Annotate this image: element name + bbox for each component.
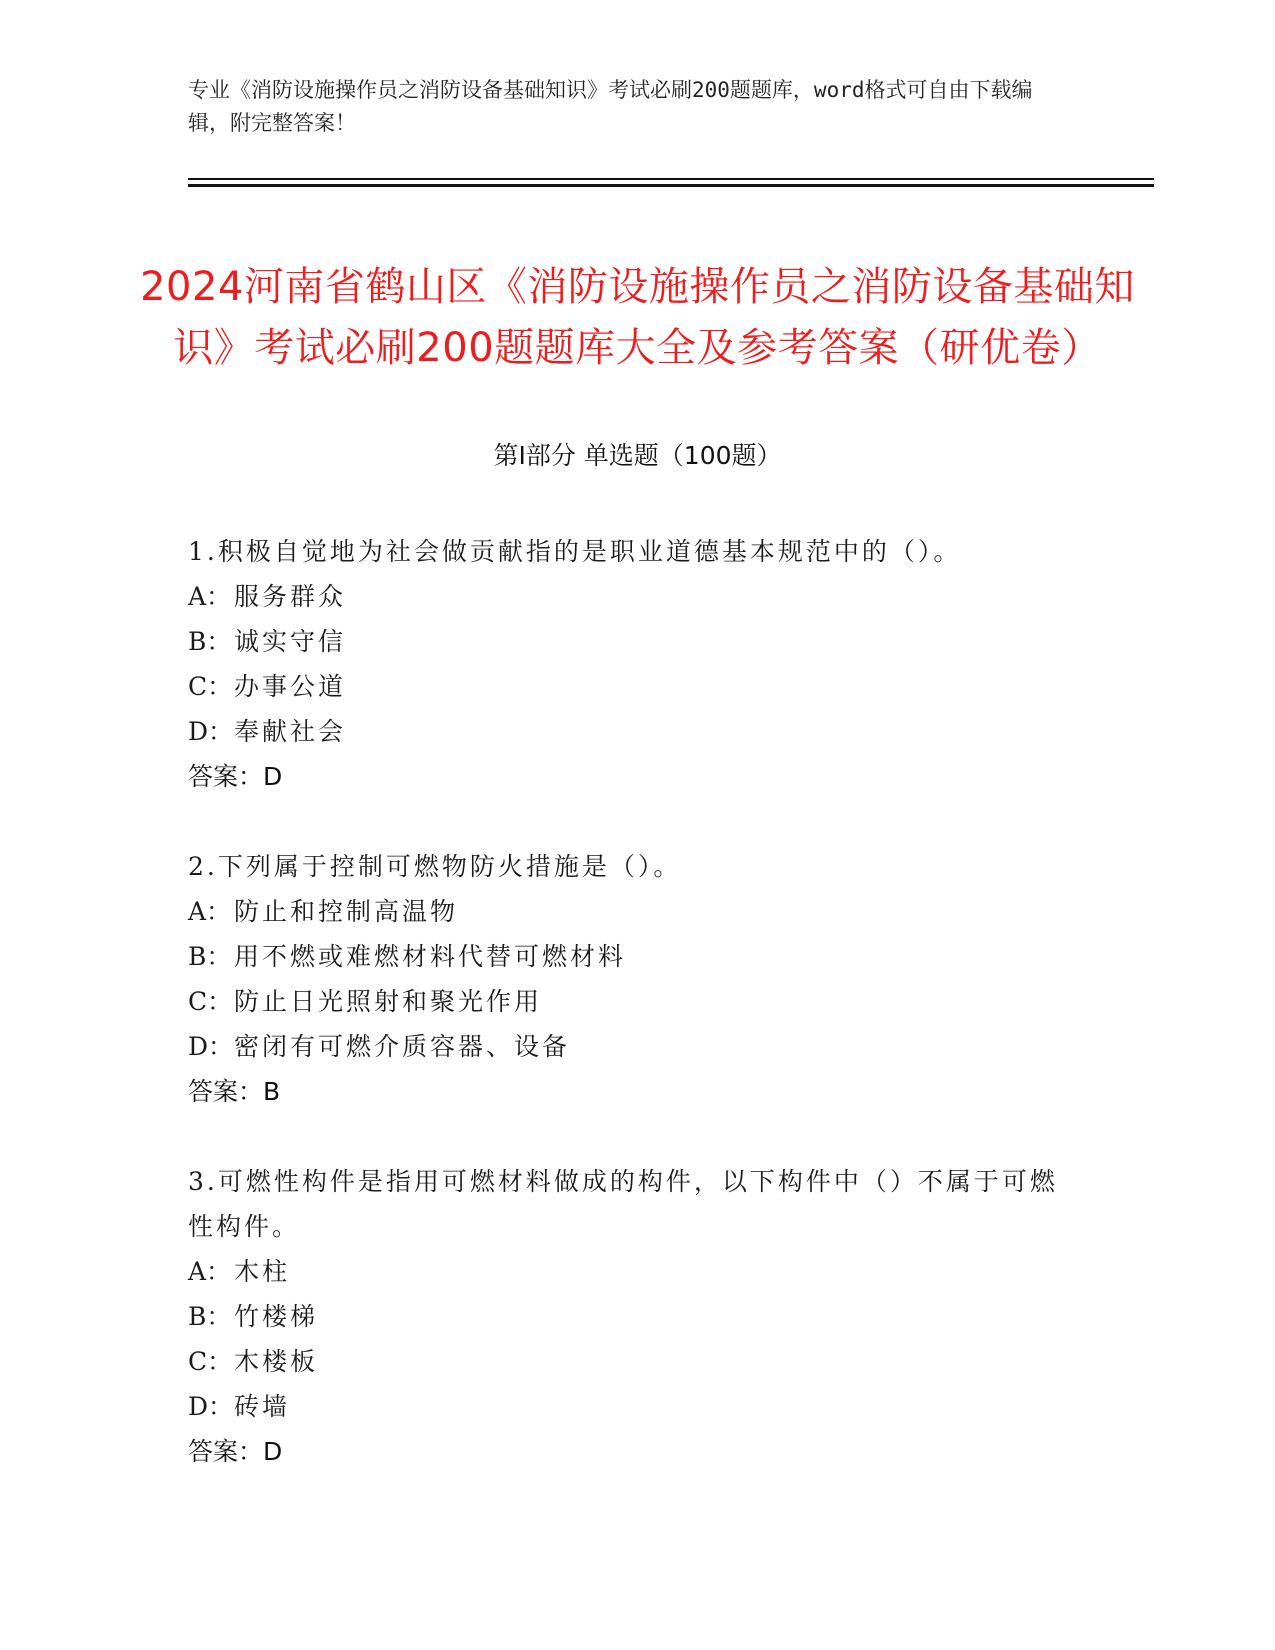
option-text: 竹楼梯 — [234, 1302, 319, 1331]
question-stem: 2.下列属于控制可燃物防火措施是（）。 — [188, 852, 682, 881]
option-text: 防止和控制高温物 — [234, 897, 459, 926]
option-key: C： — [188, 672, 233, 701]
option-key: B： — [188, 1302, 232, 1331]
option-b — [188, 1294, 1068, 1339]
option-d — [188, 1024, 1068, 1069]
answer-line: 答案：B — [188, 1077, 281, 1106]
section-title: 第Ⅰ部分 单选题（100题） — [493, 441, 782, 470]
option-c — [188, 664, 1068, 709]
option-a — [188, 889, 1068, 934]
option-text: 防止日光照射和聚光作用 — [234, 987, 543, 1016]
document-title: 2024河南省鹤山区《消防设施操作员之消防设备基础知识》考试必刷200题题库大全及参考答案（研优卷） — [140, 263, 1135, 371]
answer-line: 答案：D — [188, 1437, 283, 1466]
option-text: 奉献社会 — [234, 717, 347, 746]
question-list — [188, 529, 1068, 1519]
header-divider-thick — [188, 184, 1154, 187]
option-key: B： — [188, 627, 232, 656]
option-key: A： — [188, 897, 232, 926]
option-text: 砖墙 — [234, 1392, 291, 1421]
question-stem: 1.积极自觉地为社会做贡献指的是职业道德基本规范中的（）。 — [188, 537, 962, 566]
option-key: C： — [188, 1347, 233, 1376]
question-item — [188, 844, 1068, 1114]
option-text: 密闭有可燃介质容器、设备 — [234, 1032, 571, 1061]
option-text: 诚实守信 — [234, 627, 347, 656]
option-b — [188, 934, 1068, 979]
option-c — [188, 1339, 1068, 1384]
option-text: 木柱 — [234, 1257, 291, 1286]
question-item — [188, 529, 1068, 799]
option-d — [188, 709, 1068, 754]
option-text: 服务群众 — [234, 582, 347, 611]
option-a — [188, 574, 1068, 619]
question-stem: 3.可燃性构件是指用可燃材料做成的构件，以下构件中（）不属于可燃性构件。 — [188, 1167, 1058, 1241]
option-key: D： — [188, 717, 234, 746]
question-item — [188, 1159, 1068, 1474]
header-note: 专业《消防设施操作员之消防设备基础知识》考试必刷200题题库，word格式可自由下载编辑，附完整答案！ — [188, 78, 1033, 135]
option-b — [188, 619, 1068, 664]
option-text: 木楼板 — [234, 1347, 319, 1376]
header-divider-thin — [188, 178, 1154, 180]
option-key: A： — [188, 582, 232, 611]
option-c — [188, 979, 1068, 1024]
option-text: 办事公道 — [234, 672, 347, 701]
option-d — [188, 1384, 1068, 1429]
option-key: B： — [188, 942, 232, 971]
option-key: D： — [188, 1392, 234, 1421]
answer-line: 答案：D — [188, 762, 283, 791]
option-text: 用不燃或难燃材料代替可燃材料 — [234, 942, 627, 971]
option-key: C： — [188, 987, 233, 1016]
option-key: D： — [188, 1032, 234, 1061]
option-key: A： — [188, 1257, 232, 1286]
option-a — [188, 1249, 1068, 1294]
